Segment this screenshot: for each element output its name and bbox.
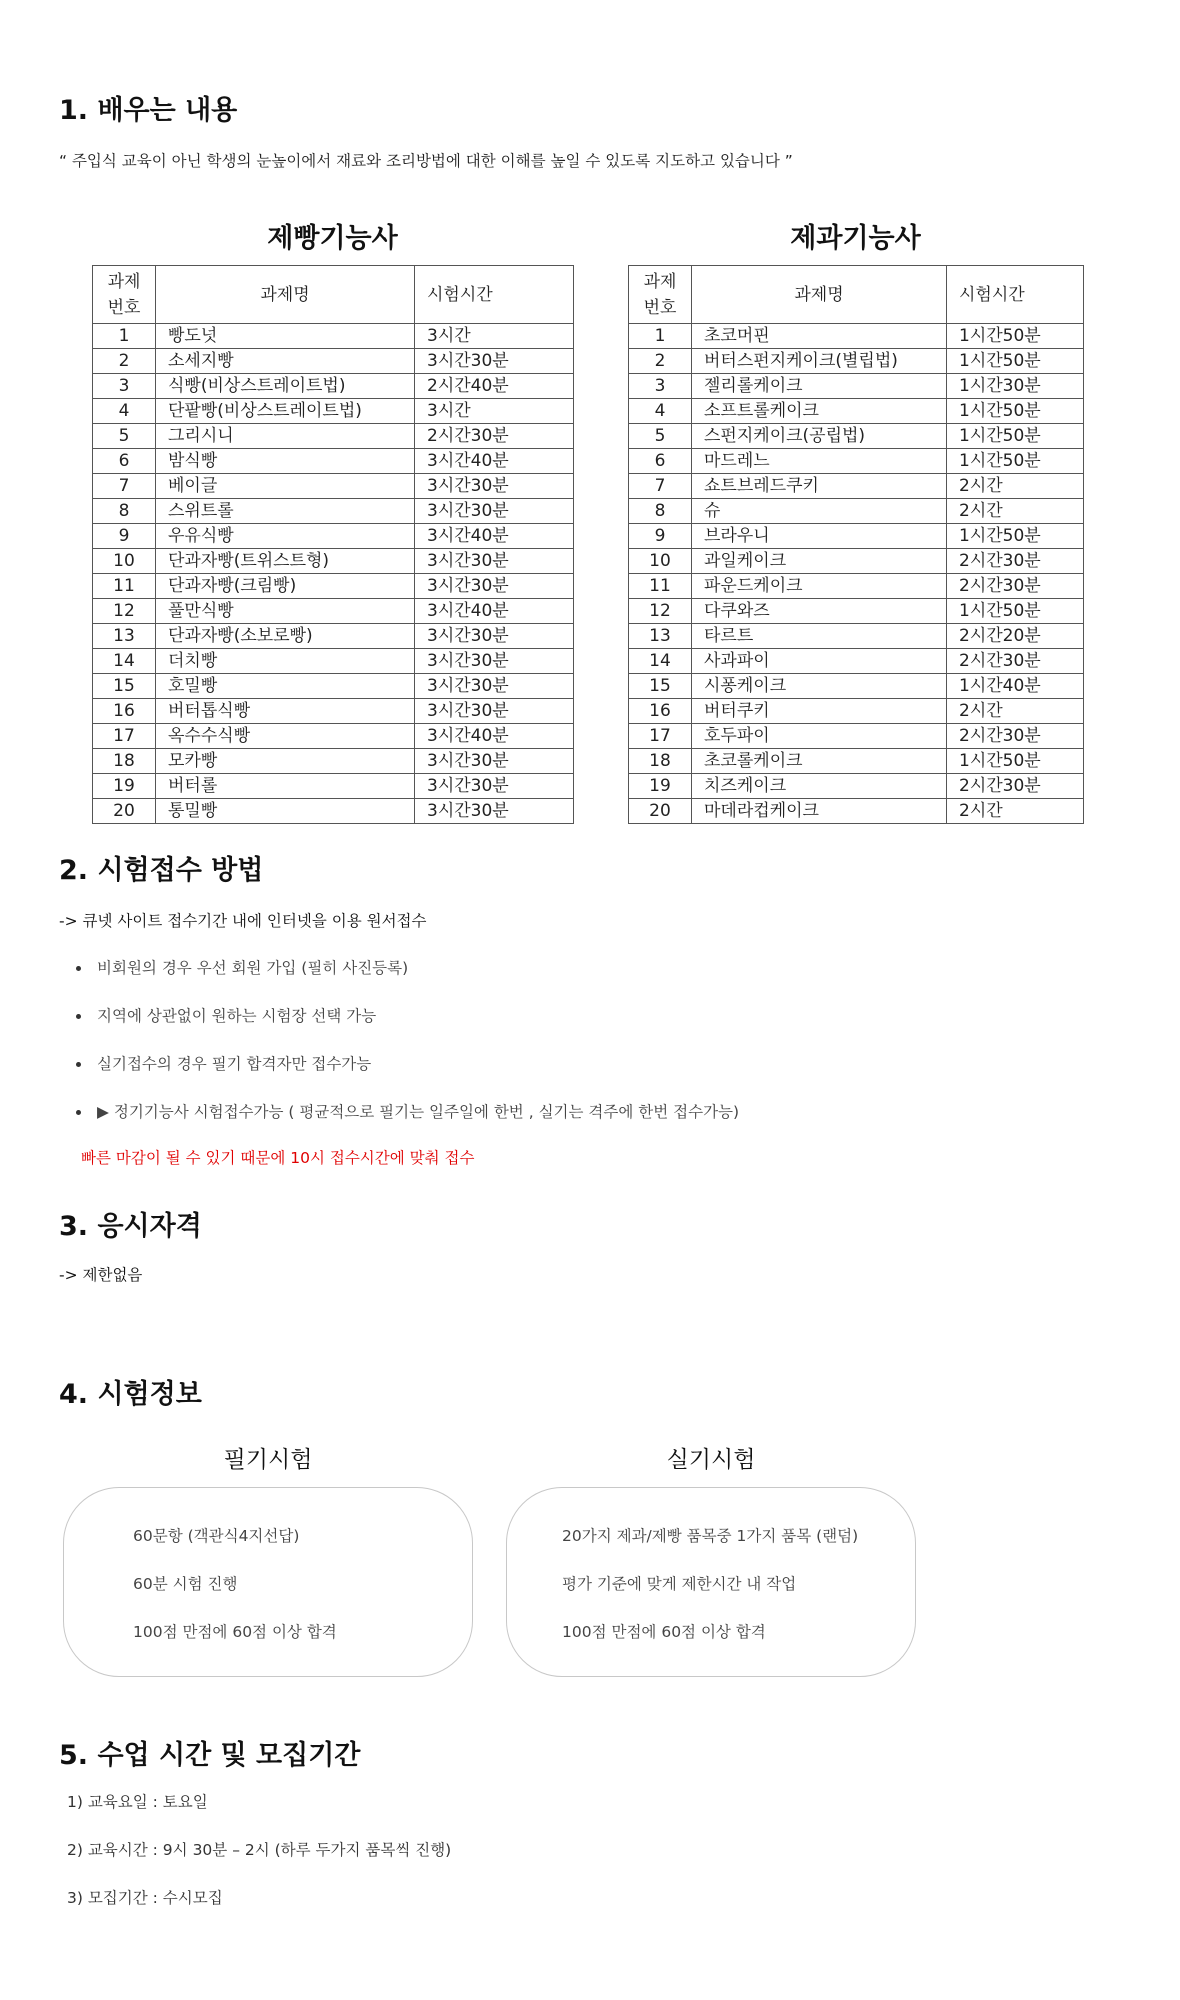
task-number-cell: 14 — [629, 649, 692, 674]
task-number-cell: 20 — [93, 799, 156, 824]
table-row — [93, 699, 574, 724]
task-number-cell: 5 — [93, 424, 156, 449]
table-row — [93, 624, 574, 649]
task-number-cell: 3 — [93, 374, 156, 399]
practical-exam-line: 100점 만점에 60점 이상 합격 — [562, 1623, 766, 1641]
task-name-cell: 모카빵 — [156, 749, 415, 774]
table-row — [629, 649, 1084, 674]
task-name-cell: 옥수수식빵 — [156, 724, 415, 749]
task-name-cell: 타르트 — [692, 624, 947, 649]
exam-time-cell: 2시간40분 — [415, 374, 574, 399]
task-number-cell: 19 — [93, 774, 156, 799]
task-number-cell: 1 — [629, 324, 692, 349]
pastry-table-title: 제과기능사 — [790, 223, 921, 254]
task-name-cell: 식빵(비상스트레이트법) — [156, 374, 415, 399]
exam-time-cell: 3시간 — [415, 324, 574, 349]
task-name-cell: 밤식빵 — [156, 449, 415, 474]
exam-time-cell: 3시간40분 — [415, 724, 574, 749]
table-row — [629, 349, 1084, 374]
table-row — [93, 749, 574, 774]
exam-time-cell: 1시간50분 — [947, 524, 1084, 549]
written-exam-title: 필기시험 — [223, 1447, 313, 1473]
task-name-cell: 버터스펀지케이크(별립법) — [692, 349, 947, 374]
written-exam-line: 100점 만점에 60점 이상 합격 — [133, 1623, 337, 1641]
written-exam-card — [63, 1487, 473, 1677]
practical-exam-line: 20가지 제과/제빵 품목중 1가지 품목 (랜덤) — [562, 1527, 859, 1545]
table-row — [629, 524, 1084, 549]
exam-time-cell: 3시간30분 — [415, 574, 574, 599]
header-task-number: 과제 번호 — [629, 266, 692, 324]
task-number-cell: 12 — [629, 599, 692, 624]
table-row — [93, 424, 574, 449]
task-number-cell: 6 — [93, 449, 156, 474]
exam-time-cell: 2시간 — [947, 799, 1084, 824]
table-row — [629, 424, 1084, 449]
exam-time-cell: 2시간 — [947, 699, 1084, 724]
list-item: 실기접수의 경우 필기 합격자만 접수가능 — [76, 1052, 371, 1074]
exam-time-cell: 2시간30분 — [947, 724, 1084, 749]
list-item: ▶ 정기기능사 시험접수가능 ( 평균적으로 필기는 일주일에 한번 , 실기는 격주에 한번 접수가능) — [76, 1100, 739, 1122]
task-number-cell: 8 — [629, 499, 692, 524]
bullet-icon — [76, 1062, 81, 1067]
exam-time-cell: 3시간30분 — [415, 774, 574, 799]
table-row — [93, 799, 574, 824]
task-name-cell: 빵도넛 — [156, 324, 415, 349]
task-name-cell: 슈 — [692, 499, 947, 524]
task-name-cell: 베이글 — [156, 474, 415, 499]
table-row — [93, 574, 574, 599]
task-name-cell: 풀만식빵 — [156, 599, 415, 624]
section-1-heading: 1. 배우는 내용 — [59, 95, 238, 126]
table-row — [93, 674, 574, 699]
task-name-cell: 통밀빵 — [156, 799, 415, 824]
task-number-cell: 15 — [629, 674, 692, 699]
task-number-cell: 20 — [629, 799, 692, 824]
task-name-cell: 파운드케이크 — [692, 574, 947, 599]
practical-exam-line: 평가 기준에 맞게 제한시간 내 작업 — [562, 1575, 797, 1593]
task-name-cell: 버터톱식빵 — [156, 699, 415, 724]
table-row — [93, 549, 574, 574]
exam-time-cell: 3시간30분 — [415, 799, 574, 824]
exam-time-cell: 3시간40분 — [415, 449, 574, 474]
exam-time-cell: 3시간30분 — [415, 699, 574, 724]
exam-time-cell: 1시간40분 — [947, 674, 1084, 699]
table-row — [93, 774, 574, 799]
task-number-cell: 4 — [93, 399, 156, 424]
table-row — [93, 524, 574, 549]
task-name-cell: 스위트롤 — [156, 499, 415, 524]
table-row — [629, 499, 1084, 524]
task-name-cell: 과일케이크 — [692, 549, 947, 574]
table-row — [93, 474, 574, 499]
exam-time-cell: 2시간20분 — [947, 624, 1084, 649]
table-row — [629, 549, 1084, 574]
table-row — [629, 799, 1084, 824]
table-row — [629, 674, 1084, 699]
bullet-icon — [76, 966, 81, 971]
exam-time-cell: 1시간50분 — [947, 749, 1084, 774]
exam-time-cell: 3시간30분 — [415, 549, 574, 574]
table-row — [629, 449, 1084, 474]
exam-time-cell: 1시간50분 — [947, 424, 1084, 449]
task-number-cell: 13 — [93, 624, 156, 649]
task-name-cell: 시퐁케이크 — [692, 674, 947, 699]
task-number-cell: 4 — [629, 399, 692, 424]
exam-time-cell: 2시간30분 — [947, 549, 1084, 574]
exam-time-cell: 3시간30분 — [415, 649, 574, 674]
task-name-cell: 마드레느 — [692, 449, 947, 474]
exam-time-cell: 1시간50분 — [947, 449, 1084, 474]
task-number-cell: 5 — [629, 424, 692, 449]
task-name-cell: 버터쿠키 — [692, 699, 947, 724]
header-task-name: 과제명 — [692, 266, 947, 324]
task-number-cell: 6 — [629, 449, 692, 474]
registration-method: -> 큐넷 사이트 접수기간 내에 인터넷을 이용 원서접수 — [59, 912, 427, 930]
task-number-cell: 9 — [93, 524, 156, 549]
task-number-cell: 2 — [93, 349, 156, 374]
exam-time-cell: 1시간50분 — [947, 399, 1084, 424]
task-name-cell: 소프트롤케이크 — [692, 399, 947, 424]
table-header-row — [93, 266, 574, 324]
task-number-cell: 10 — [93, 549, 156, 574]
task-number-cell: 8 — [93, 499, 156, 524]
task-number-cell: 16 — [93, 699, 156, 724]
task-name-cell: 우유식빵 — [156, 524, 415, 549]
bullet-icon — [76, 1014, 81, 1019]
exam-time-cell: 3시간30분 — [415, 674, 574, 699]
task-name-cell: 초코머핀 — [692, 324, 947, 349]
task-name-cell: 단과자빵(트위스트형) — [156, 549, 415, 574]
exam-time-cell: 2시간30분 — [947, 774, 1084, 799]
bread-table-title: 제빵기능사 — [267, 223, 398, 254]
table-row — [629, 324, 1084, 349]
task-number-cell: 3 — [629, 374, 692, 399]
list-item: 지역에 상관없이 원하는 시험장 선택 가능 — [76, 1004, 376, 1026]
task-name-cell: 더치빵 — [156, 649, 415, 674]
task-name-cell: 그리시니 — [156, 424, 415, 449]
table-row — [629, 724, 1084, 749]
task-name-cell: 사과파이 — [692, 649, 947, 674]
exam-time-cell: 3시간40분 — [415, 524, 574, 549]
task-number-cell: 2 — [629, 349, 692, 374]
exam-time-cell: 3시간30분 — [415, 499, 574, 524]
task-number-cell: 11 — [629, 574, 692, 599]
task-number-cell: 13 — [629, 624, 692, 649]
section-3-heading: 3. 응시자격 — [59, 1211, 202, 1242]
exam-time-cell: 1시간50분 — [947, 349, 1084, 374]
table-row — [629, 699, 1084, 724]
task-number-cell: 11 — [93, 574, 156, 599]
intro-quote: “ 주입식 교육이 아닌 학생의 눈높이에서 재료와 조리방법에 대한 이해를 높일 수 있도록 지도하고 있습니다 ” — [59, 152, 793, 170]
task-number-cell: 9 — [629, 524, 692, 549]
section-4-heading: 4. 시험정보 — [59, 1379, 202, 1410]
table-row — [93, 374, 574, 399]
exam-time-cell: 3시간30분 — [415, 349, 574, 374]
exam-time-cell: 3시간40분 — [415, 599, 574, 624]
header-exam-time: 시험시간 — [415, 266, 574, 324]
header-exam-time: 시험시간 — [947, 266, 1084, 324]
table-row — [93, 649, 574, 674]
task-name-cell: 초코롤케이크 — [692, 749, 947, 774]
exam-time-cell: 2시간30분 — [947, 649, 1084, 674]
task-number-cell: 7 — [93, 474, 156, 499]
header-task-name: 과제명 — [156, 266, 415, 324]
task-number-cell: 1 — [93, 324, 156, 349]
task-number-cell: 14 — [93, 649, 156, 674]
task-number-cell: 7 — [629, 474, 692, 499]
pastry-exam-table — [628, 265, 1084, 824]
task-number-cell: 17 — [629, 724, 692, 749]
table-row — [93, 399, 574, 424]
practical-exam-title: 실기시험 — [666, 1447, 756, 1473]
section-2-heading: 2. 시험접수 방법 — [59, 855, 264, 886]
task-name-cell: 호밀빵 — [156, 674, 415, 699]
bullet-icon — [76, 1110, 81, 1115]
task-name-cell: 마데라컵케이크 — [692, 799, 947, 824]
exam-time-cell: 1시간50분 — [947, 324, 1084, 349]
table-row — [629, 624, 1084, 649]
eligibility-text: -> 제한없음 — [59, 1266, 143, 1284]
table-header-row — [629, 266, 1084, 324]
table-row — [93, 449, 574, 474]
task-name-cell: 단과자빵(크림빵) — [156, 574, 415, 599]
table-row — [629, 599, 1084, 624]
table-row — [629, 574, 1084, 599]
section-5-heading: 5. 수업 시간 및 모집기간 — [59, 1740, 361, 1771]
table-row — [93, 349, 574, 374]
exam-time-cell: 2시간30분 — [415, 424, 574, 449]
table-row — [93, 599, 574, 624]
class-info-line: 3) 모집기간 : 수시모집 — [67, 1889, 223, 1907]
table-row — [629, 374, 1084, 399]
table-row — [93, 499, 574, 524]
table-row — [93, 324, 574, 349]
table-row — [629, 774, 1084, 799]
task-number-cell: 19 — [629, 774, 692, 799]
exam-time-cell: 3시간30분 — [415, 749, 574, 774]
written-exam-line: 60문항 (객관식4지선답) — [133, 1527, 300, 1545]
task-name-cell: 치즈케이크 — [692, 774, 947, 799]
task-name-cell: 스펀지케이크(공립법) — [692, 424, 947, 449]
exam-time-cell: 3시간 — [415, 399, 574, 424]
deadline-notice: 빠른 마감이 될 수 있기 때문에 10시 접수시간에 맞춰 접수 — [81, 1149, 475, 1167]
task-name-cell: 젤리롤케이크 — [692, 374, 947, 399]
task-name-cell: 다쿠와즈 — [692, 599, 947, 624]
class-info-line: 1) 교육요일 : 토요일 — [67, 1793, 208, 1811]
task-number-cell: 17 — [93, 724, 156, 749]
exam-time-cell: 3시간30분 — [415, 624, 574, 649]
written-exam-line: 60분 시험 진행 — [133, 1575, 238, 1593]
exam-time-cell: 2시간30분 — [947, 574, 1084, 599]
task-name-cell: 쇼트브레드쿠키 — [692, 474, 947, 499]
task-name-cell: 소세지빵 — [156, 349, 415, 374]
task-name-cell: 브라우니 — [692, 524, 947, 549]
table-row — [629, 749, 1084, 774]
task-name-cell: 단과자빵(소보로빵) — [156, 624, 415, 649]
task-name-cell: 버터롤 — [156, 774, 415, 799]
exam-time-cell: 3시간30분 — [415, 474, 574, 499]
exam-time-cell: 2시간 — [947, 499, 1084, 524]
table-row — [629, 399, 1084, 424]
class-info-line: 2) 교육시간 : 9시 30분 – 2시 (하루 두가지 품목씩 진행) — [67, 1841, 452, 1859]
task-number-cell: 18 — [93, 749, 156, 774]
task-number-cell: 18 — [629, 749, 692, 774]
header-task-number: 과제 번호 — [93, 266, 156, 324]
task-number-cell: 12 — [93, 599, 156, 624]
bread-exam-table — [92, 265, 574, 824]
exam-time-cell: 2시간 — [947, 474, 1084, 499]
task-number-cell: 10 — [629, 549, 692, 574]
task-number-cell: 16 — [629, 699, 692, 724]
list-item: 비회원의 경우 우선 회원 가입 (필히 사진등록) — [76, 956, 408, 978]
task-name-cell: 단팥빵(비상스트레이트법) — [156, 399, 415, 424]
table-row — [629, 474, 1084, 499]
task-number-cell: 15 — [93, 674, 156, 699]
exam-time-cell: 1시간30분 — [947, 374, 1084, 399]
task-name-cell: 호두파이 — [692, 724, 947, 749]
exam-time-cell: 1시간50분 — [947, 599, 1084, 624]
table-row — [93, 724, 574, 749]
